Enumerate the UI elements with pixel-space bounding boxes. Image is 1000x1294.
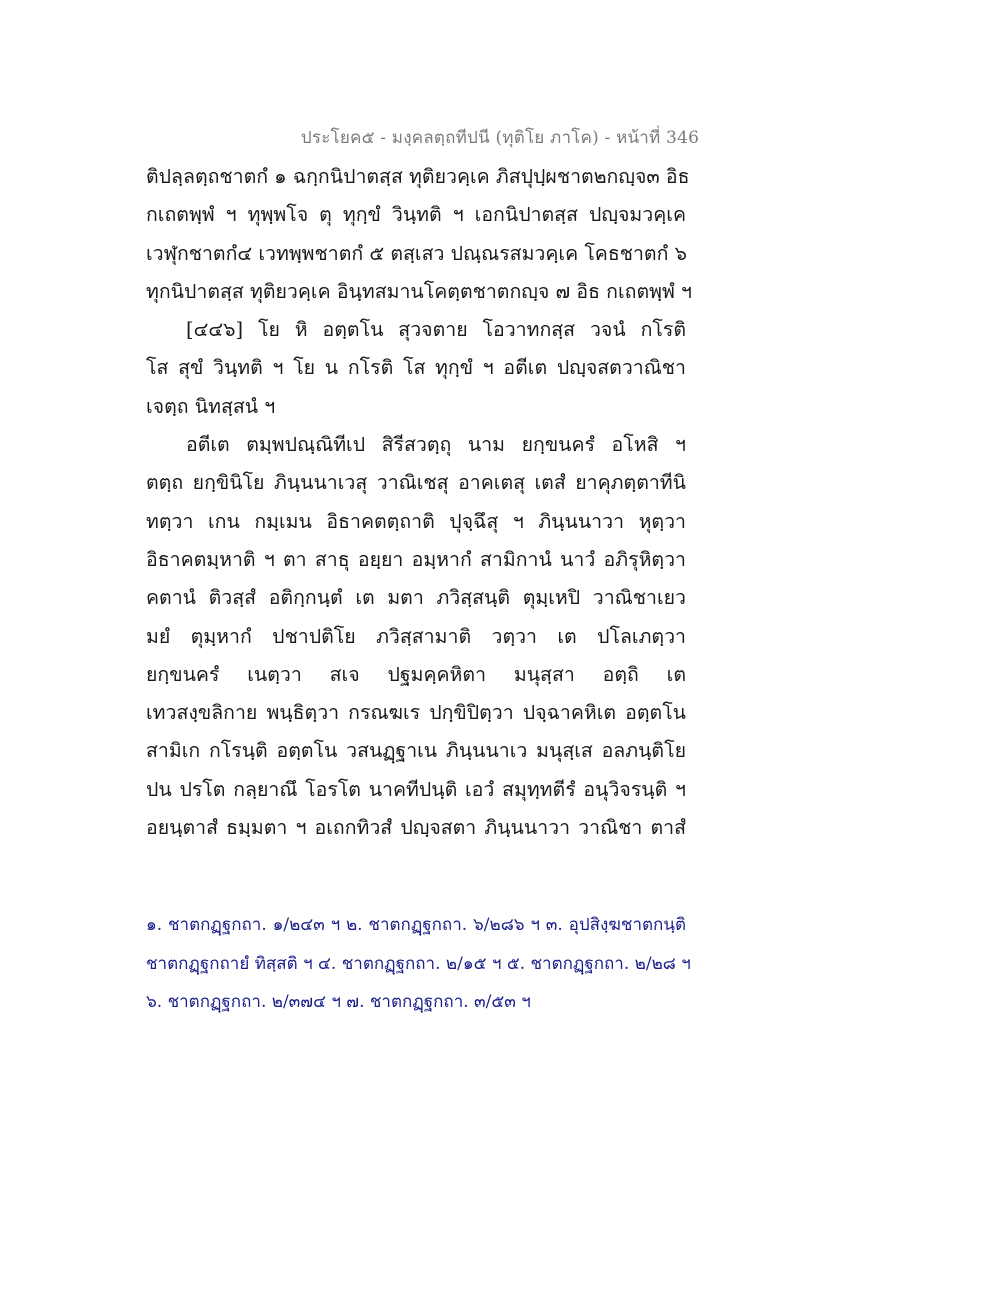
text-line: อยนฺตาสํ ธมฺมตา ฯ อเถกทิวสํ ปญฺจสตา ภินฺนนาวา วาณิชา ตาสํ	[146, 816, 686, 840]
text-line: ทตฺวา เกน กมฺเมน อิธาคตตฺถาติ ปุจฺฉึสุ ฯ ภินฺนนาวา หุตฺวา	[146, 509, 686, 533]
text-line: มยํ ตุมฺหากํ ปชาปติโย ภวิสฺสามาติ วตฺวา เต ปโลเภตฺวา	[146, 624, 686, 648]
text-line: คตานํ ติวสฺสํ อติกฺกนฺตํ เต มตา ภวิสฺสนฺติ ตุมฺเหปิ วาณิชาเยว	[146, 586, 686, 610]
text-line: ยกฺขนครํ เนตฺวา สเจ ปฐมคฺคหิตา มนุสฺสา อตฺถิ เต	[146, 662, 686, 686]
text-line: เทวสงฺขลิกาย พนฺธิตฺวา กรณฆเร ปกฺขิปิตฺวา ปจฺฉาคหิเต อตฺตโน	[146, 701, 686, 725]
text-line: โส สุขํ วินฺทติ ฯ โย น กโรติ โส ทุกฺขํ ฯ อตีเต ปญฺจสตวาณิชา	[146, 356, 686, 380]
text-line: อตีเต ตมฺพปณฺณิทีเป สิรีสวตฺถุ นาม ยกฺขนครํ อโหสิ ฯ	[186, 433, 686, 457]
body-text	[146, 158, 692, 847]
text-line: สามิเก กโรนฺติ อตฺตโน วสนฏฺฐาเน ภินฺนนาเว มนุสฺเส อลภนฺติโย	[146, 739, 686, 763]
paragraph-1	[146, 158, 692, 311]
page-header: ประโยค๕ - มงฺคลตฺถทีปนี (ทุติโย ภาโค) - หน้าที่ 346	[300, 128, 700, 148]
footnote-line: ๑. ชาตกฏฺฐกถา. ๑/๒๔๓ ฯ ๒. ชาตกฏฺฐกถา. ๖/๒๘๖ ฯ ๓. อุปสิงฺฆชาตกนฺติ	[146, 915, 686, 935]
text-line: เวฬุกชาตกํ๔ เวทพฺพชาตกํ ๕ ตสฺเสว ปณฺณรสมวคฺเค โคธชาตกํ ๖	[146, 241, 687, 265]
text-line: ตตฺถ ยกฺขินิโย ภินฺนนาเวสุ วาณิเชสุ อาคเตสุ เตสํ ยาคุภตฺตาทีนิ	[146, 471, 686, 495]
text-line: ติปลฺลตฺถชาตกํ ๑ ฉกฺกนิปาตสฺส ทุติยวคฺเค ภิสปุปฺผชาต๒กญฺจ๓ อิธ	[146, 165, 690, 188]
text-line: กเถตพฺพํ ฯ ทุพฺพโจ ตุ ทุกฺขํ วินฺทติ ฯ เอกนิปาตสฺส ปญฺจมวคฺเค	[146, 203, 686, 227]
paragraph-3	[146, 426, 686, 847]
footnotes	[146, 906, 691, 1022]
footnote-line: ชาตกฏฺฐกถายํ ทิสฺสติ ฯ ๔. ชาตกฏฺฐกถา. ๒/๑๕ ฯ ๕. ชาตกฏฺฐกถา. ๒/๒๘ ฯ	[146, 953, 691, 974]
paragraph-2	[146, 311, 686, 426]
footnote-line: ๖. ชาตกฏฺฐกถา. ๒/๓๗๔ ฯ ๗. ชาตกฏฺฐกถา. ๓/๕๓ ฯ	[146, 992, 531, 1012]
text-line: ทุกนิปาตสฺส ทุติยวคฺเค อินฺทสมานโคตฺตชาตกญฺจ ๗ อิธ กเถตพฺพํ ฯ	[146, 279, 692, 303]
text-line: ปน ปรโต กลฺยาณึ โอรโต นาคทีปนฺติ เอวํ สมุทฺทตีรํ อนุวิจรนฺติ ฯ	[146, 777, 686, 801]
text-line: อิธาคตมฺหาติ ฯ ตา สาธุ อยฺยา อมฺหากํ สามิกานํ นาวํ อภิรุหิตฺวา	[146, 547, 686, 571]
text-line: [๔๔๖] โย หิ อตฺตโน สุวจตาย โอวาทกสฺส วจนํ กโรติ	[186, 318, 686, 342]
text-line: เจตฺถ นิทสฺสนํ ฯ	[146, 394, 276, 418]
